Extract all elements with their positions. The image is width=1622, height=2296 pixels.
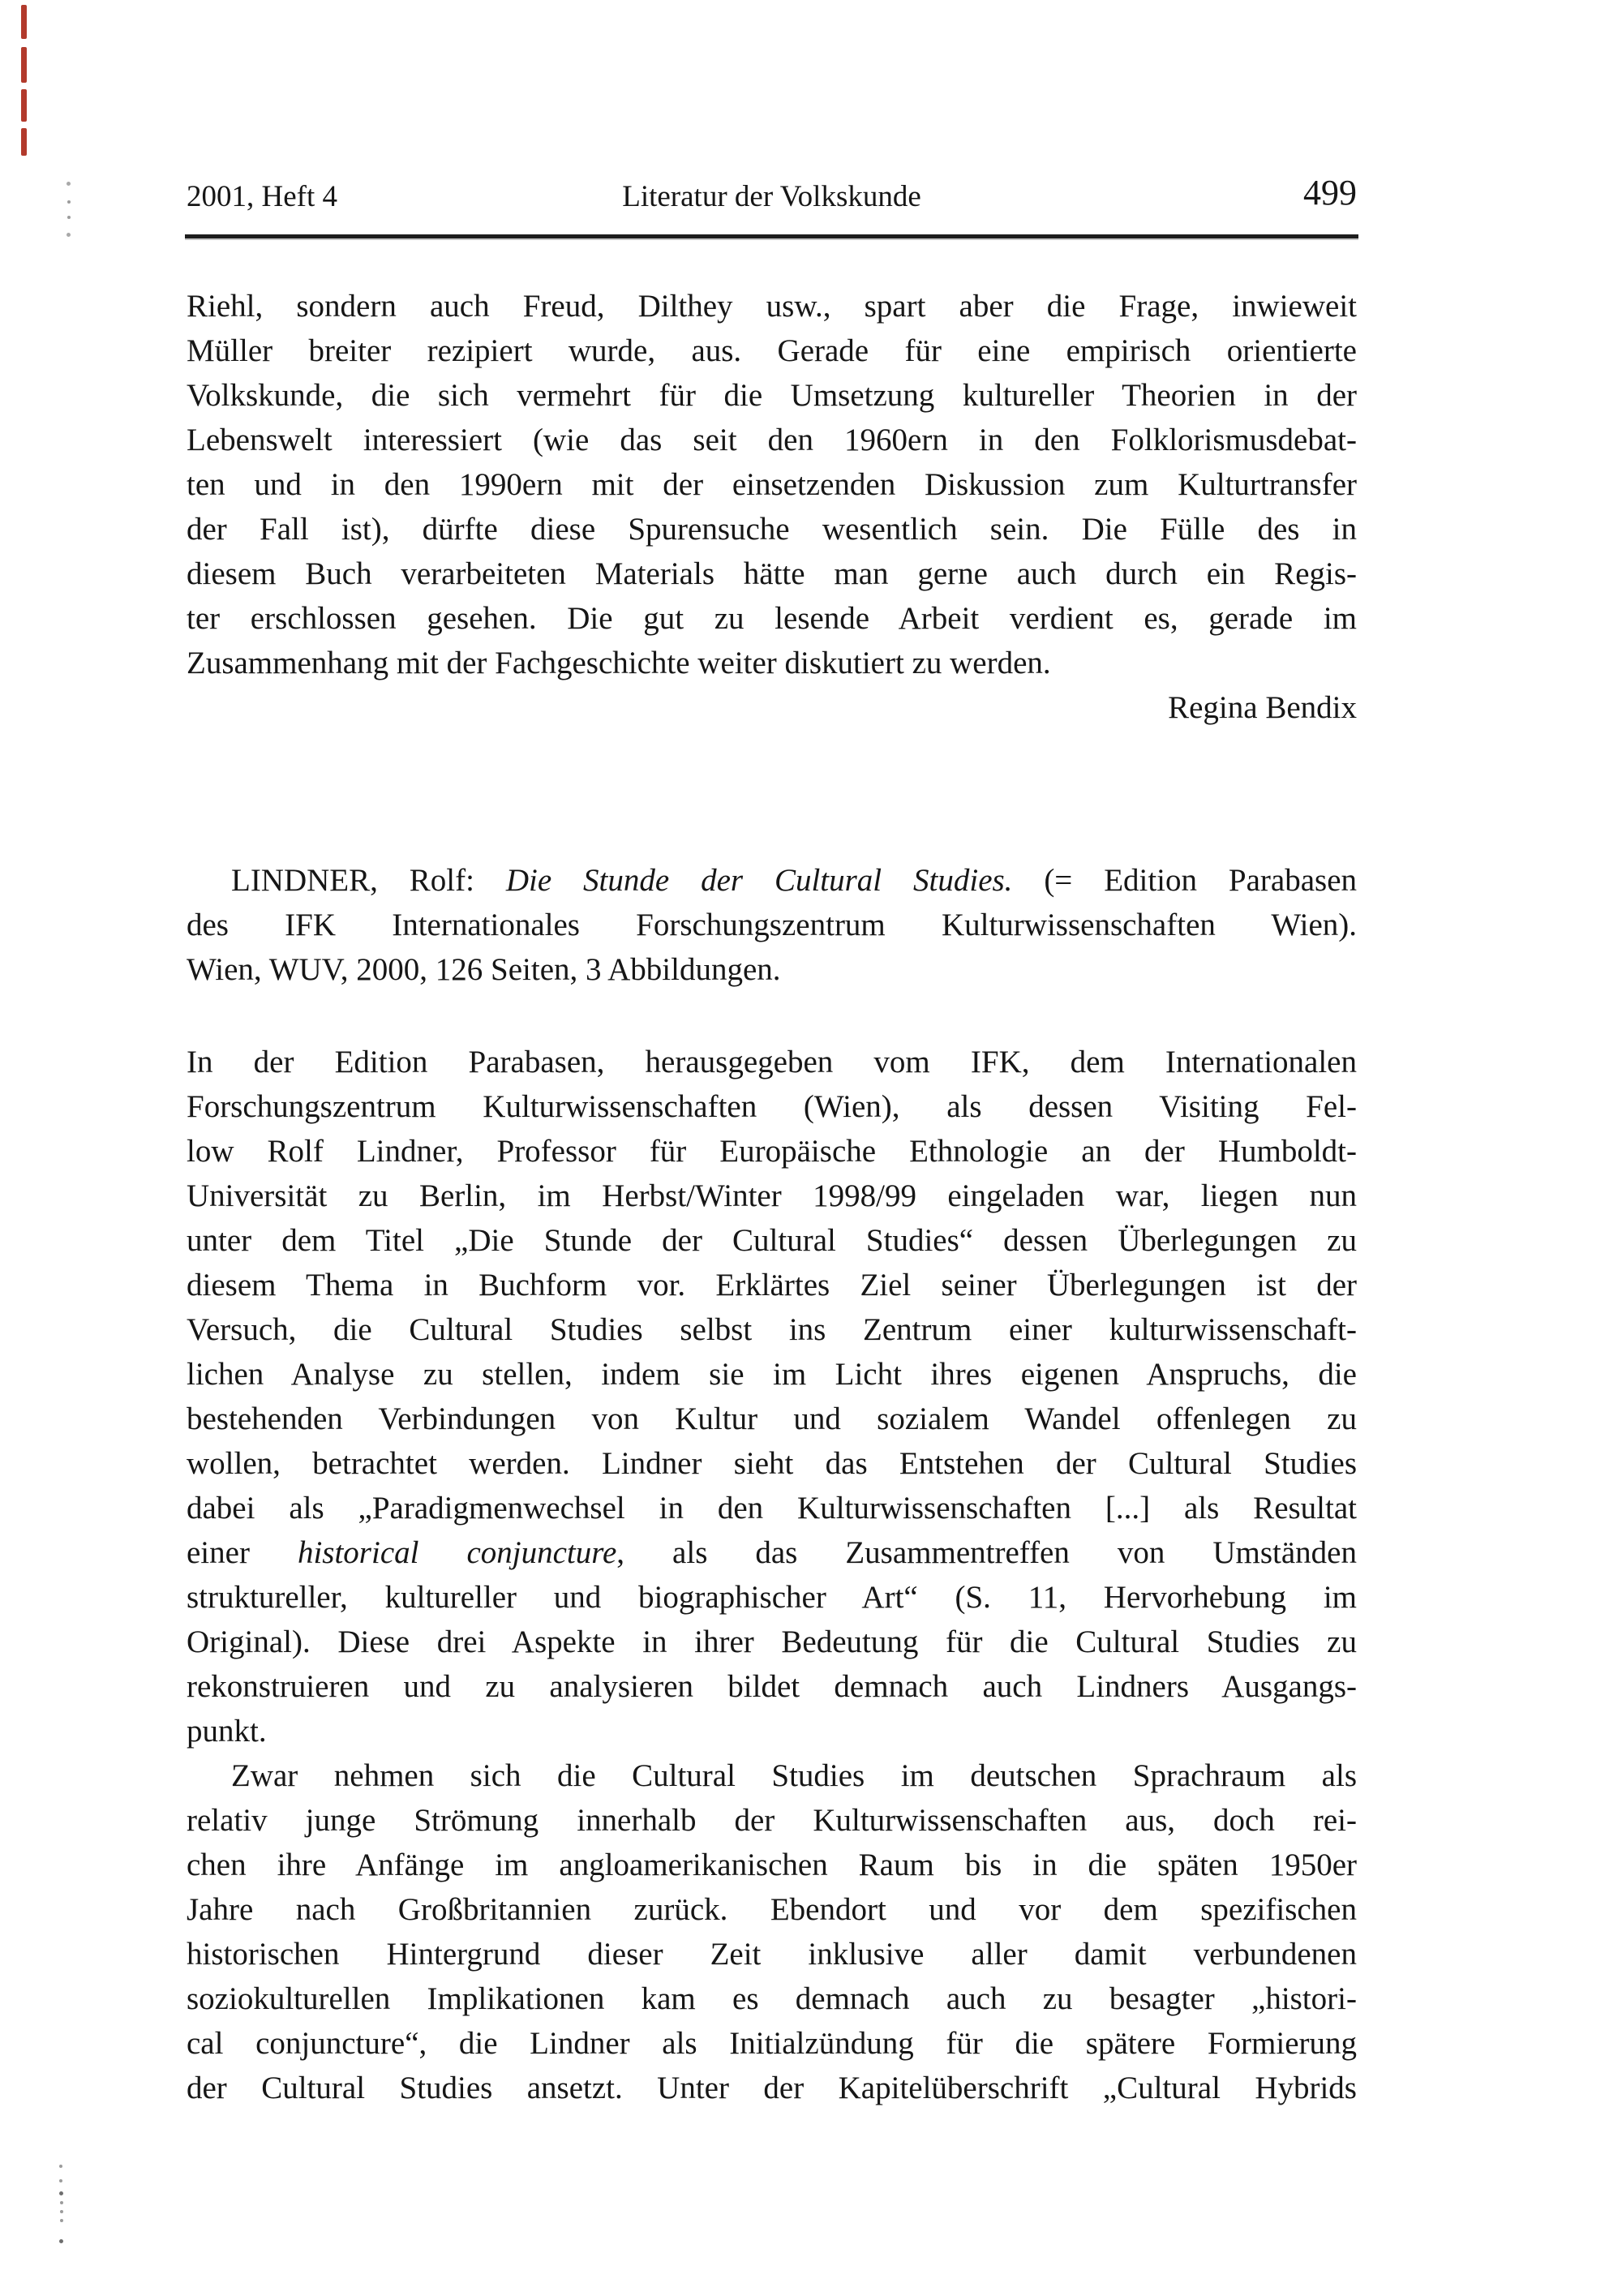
text-run: Zwar nehmen sich die Cultural Studies im deutschen Sprachraum als <box>231 1758 1357 1793</box>
scan-dot <box>59 2239 63 2243</box>
text-line <box>187 1843 1357 1887</box>
text-run: rekonstruieren und zu analysieren bildet demnach auch Lindners Ausgangs- <box>187 1669 1357 1704</box>
text-line <box>187 1664 1357 1709</box>
text-line <box>187 507 1357 551</box>
paragraph-review-body-1 <box>187 1040 1357 1753</box>
text-line <box>187 1263 1357 1307</box>
text-run: unter dem Titel „Die Stunde der Cultural Studies“ dessen Überlegungen zu <box>187 1223 1357 1258</box>
text-run: einer <box>187 1535 298 1570</box>
text-run: Müller breiter rezipiert wurde, aus. Gerade für eine empirisch orientierte <box>187 333 1357 368</box>
text-line <box>187 1575 1357 1620</box>
text-line <box>187 1932 1357 1976</box>
scan-dot <box>67 233 71 237</box>
paragraph-book-citation <box>187 858 1357 992</box>
text-run: ter erschlossen gesehen. Die gut zu lesende Arbeit verdient es, gerade im <box>187 601 1357 636</box>
header-rule <box>185 234 1358 238</box>
text-run: diesem Buch verarbeiteten Materials hätte man gerne auch durch ein Regis- <box>187 556 1357 591</box>
text-run: ten und in den 1990ern mit der einsetzenden Diskussion zum Kulturtransfer <box>187 467 1357 502</box>
text-run: Jahre nach Großbritannien zurück. Ebendort und vor dem spezifischen <box>187 1892 1357 1927</box>
text-run: struktureller, kultureller und biographischer Art“ (S. 11, Hervorhebung im <box>187 1580 1357 1615</box>
text-line <box>187 284 1357 328</box>
italic-text-run: historical conjuncture <box>297 1535 617 1570</box>
text-run: relativ junge Strömung innerhalb der Kulturwissenschaften aus, doch rei- <box>187 1803 1357 1838</box>
text-run: Universität zu Berlin, im Herbst/Winter 1998/99 eingeladen war, liegen nun <box>187 1178 1357 1213</box>
text-run: cal conjuncture“, die Lindner als Initialzündung für die spätere Formierung <box>187 2026 1357 2061</box>
text-line <box>187 1887 1357 1932</box>
journal-issue-label: 2001, Heft 4 <box>187 180 337 213</box>
text-run: historischen Hintergrund dieser Zeit inklusive aller damit verbundenen <box>187 1937 1357 1972</box>
text-run: Lebenswelt interessiert (wie das seit den 1960ern in den Folklorismusdebat- <box>187 423 1357 457</box>
text-line <box>187 1040 1357 1084</box>
text-run: (= Edition Parabasen <box>1012 863 1357 898</box>
text-run: Forschungszentrum Kulturwissenschaften (Wien), als dessen Visiting Fel- <box>187 1089 1357 1124</box>
red-dash-mark <box>21 5 27 39</box>
section-title: Literatur der Volkskunde <box>622 180 921 213</box>
text-line <box>187 373 1357 418</box>
text-run: LINDNER, Rolf: <box>231 863 506 898</box>
red-dash-mark <box>21 89 27 122</box>
scan-dot <box>60 2210 63 2213</box>
text-run: bestehenden Verbindungen von Kultur und sozialem Wandel offenlegen zu <box>187 1401 1357 1436</box>
scan-dot <box>59 2179 62 2182</box>
text-line <box>187 903 1357 947</box>
red-dash-mark <box>21 128 27 156</box>
text-line <box>187 2066 1357 2110</box>
scan-dot <box>59 2191 63 2195</box>
text-run: diesem Thema in Buchform vor. Erklärtes Ziel seiner Überlegungen ist der <box>187 1268 1357 1302</box>
text-line <box>187 1798 1357 1843</box>
text-line <box>187 1397 1357 1441</box>
text-line <box>187 2021 1357 2066</box>
scan-dot <box>60 2219 63 2222</box>
text-line <box>187 462 1357 507</box>
page-number: 499 <box>1303 173 1357 212</box>
text-run: Wien, WUV, 2000, 126 Seiten, 3 Abbildungen. <box>187 952 781 987</box>
running-head <box>187 173 1357 219</box>
scan-dot <box>59 2165 62 2168</box>
text-run: Volkskunde, die sich vermehrt für die Umsetzung kultureller Theorien in der <box>187 378 1357 413</box>
text-run: Zusammenhang mit der Fachgeschichte weiter diskutiert zu werden. <box>187 646 1051 680</box>
text-line <box>187 328 1357 373</box>
text-run: chen ihre Anfänge im angloamerikanischen Raum bis in die späten 1950er <box>187 1848 1357 1882</box>
paragraph-review-body-2 <box>187 1753 1357 2110</box>
text-run: lichen Analyse zu stellen, indem sie im Licht ihres eigenen Anspruchs, die <box>187 1357 1357 1392</box>
text-line <box>187 1709 1357 1753</box>
text-run: Riehl, sondern auch Freud, Dilthey usw., spart aber die Frage, inwieweit <box>187 289 1357 324</box>
text-run: low Rolf Lindner, Professor für Europäische Ethnologie an der Humboldt- <box>187 1134 1357 1169</box>
text-run: punkt. <box>187 1714 267 1749</box>
text-line <box>187 418 1357 462</box>
text-line <box>187 1084 1357 1129</box>
scan-dot <box>60 2201 63 2204</box>
text-line <box>187 1753 1357 1798</box>
text-run: dabei als „Paradigmenwechsel in den Kulturwissenschaften [...] als Resultat <box>187 1491 1357 1526</box>
text-line <box>187 1352 1357 1397</box>
text-line <box>187 1307 1357 1352</box>
text-line <box>187 596 1357 641</box>
text-line <box>187 1486 1357 1530</box>
text-line <box>187 1441 1357 1486</box>
text-run: wollen, betrachtet werden. Lindner sieht das Entstehen der Cultural Studies <box>187 1446 1357 1481</box>
text-line <box>187 1530 1357 1575</box>
scan-dot <box>67 200 71 204</box>
text-run: der Cultural Studies ansetzt. Unter der Kapitelüberschrift „Cultural Hybrids <box>187 2071 1357 2105</box>
text-run: soziokulturellen Implikationen kam es demnach auch zu besagter „histori- <box>187 1981 1357 2016</box>
text-line <box>187 641 1357 685</box>
text-run: , als das Zusammentreffen von Umständen <box>616 1535 1357 1570</box>
text-run: In der Edition Parabasen, herausgegeben vom IFK, dem Internationalen <box>187 1045 1357 1079</box>
text-run: der Fall ist), dürfte diese Spurensuche wesentlich sein. Die Fülle des in <box>187 512 1357 547</box>
red-dash-mark <box>21 47 27 83</box>
italic-text-run: Die Stunde der Cultural Studies. <box>505 863 1013 898</box>
text-line <box>187 858 1357 903</box>
text-line <box>187 947 1357 992</box>
scan-dot <box>67 182 71 186</box>
text-line <box>187 1174 1357 1218</box>
text-run: des IFK Internationales Forschungszentrum Kulturwissenschaften Wien). <box>187 908 1357 942</box>
text-line <box>187 551 1357 596</box>
text-line <box>187 1620 1357 1664</box>
paragraph-review-end <box>187 284 1357 685</box>
text-line <box>187 1129 1357 1174</box>
text-line <box>187 1976 1357 2021</box>
scan-dot <box>67 216 71 219</box>
text-line <box>187 1218 1357 1263</box>
text-run: Original). Diese drei Aspekte in ihrer Bedeutung für die Cultural Studies zu <box>187 1624 1357 1659</box>
text-run: Versuch, die Cultural Studies selbst ins Zentrum einer kulturwissenschaft- <box>187 1312 1357 1347</box>
reviewer-signature: Regina Bendix <box>1168 690 1357 725</box>
